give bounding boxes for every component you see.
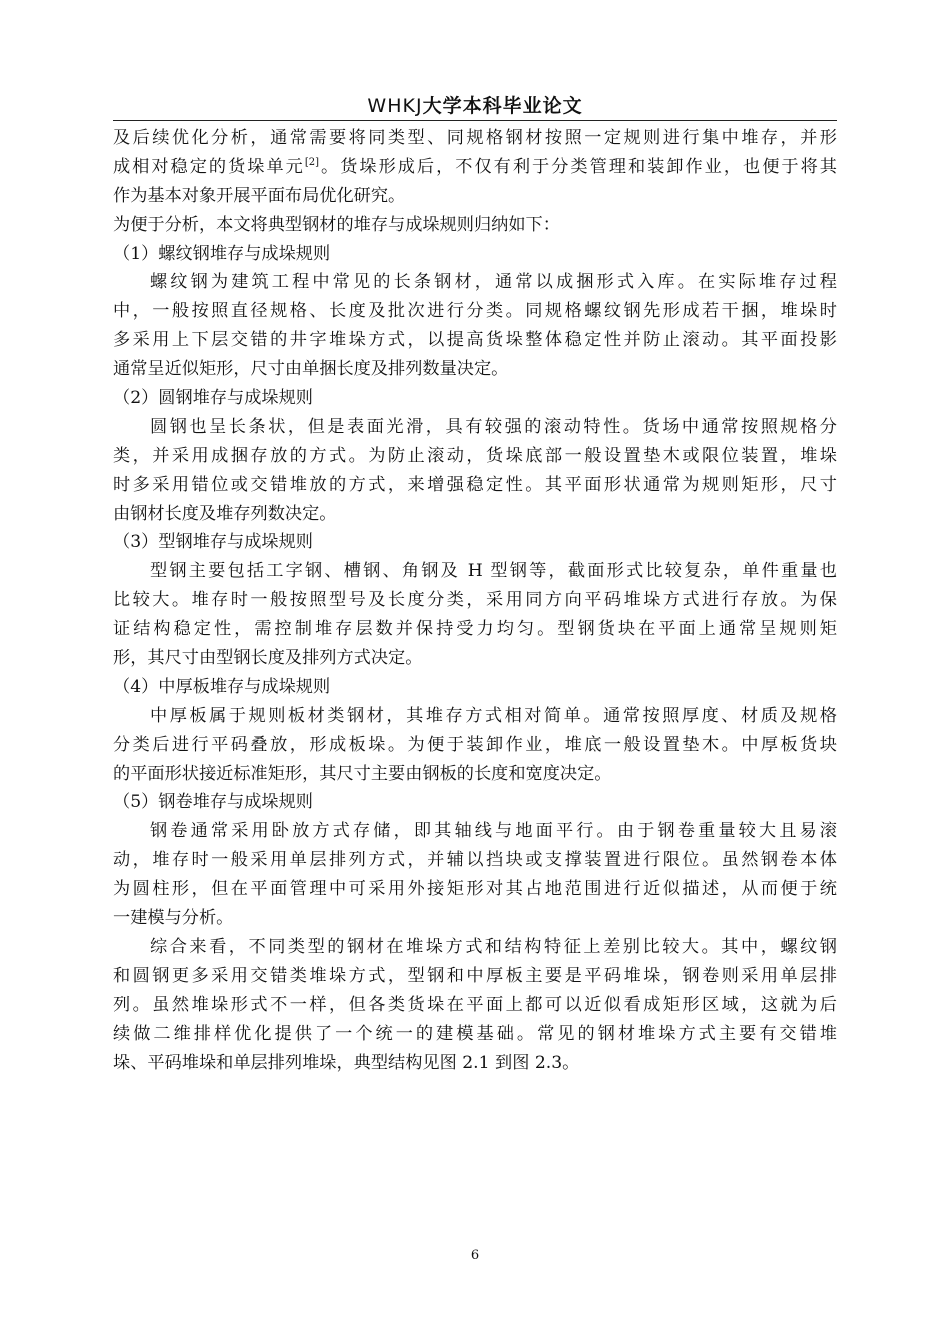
text-fragment: 。货垛形成后，不仅有利于分类管理和装卸作业，也便于将其 bbox=[319, 156, 837, 177]
section-heading: （2）圆钢堆存与成垛规则 bbox=[113, 388, 313, 409]
header-latin-text: WHKJ bbox=[367, 95, 423, 117]
header-title-text: 大学本科毕业论文 bbox=[422, 95, 583, 117]
text-line: 通常呈近似矩形，尺寸由单捆长度及排列数量决定。 bbox=[113, 359, 509, 380]
text-line: 和圆钢更多采用交错类堆垛方式，型钢和中厚板主要是平码堆垛，钢卷则采用单层排 bbox=[113, 965, 837, 986]
text-line: 多采用上下层交错的井字堆垛方式，以提高货垛整体稳定性并防止滚动。其平面投影 bbox=[113, 330, 837, 351]
text-line: 比较大。堆存时一般按照型号及长度分类，采用同方向平码堆垛方式进行存放。为保 bbox=[113, 590, 837, 611]
text-line: 的平面形状接近标准矩形，其尺寸主要由钢板的长度和宽度决定。 bbox=[113, 763, 612, 784]
text-line: 为圆柱形，但在平面管理中可采用外接矩形对其占地范围进行近似描述，从而便于统 bbox=[113, 879, 837, 900]
text-line: 分类后进行平码叠放，形成板垛。为便于装卸作业，堆底一般设置垫木。中厚板货块 bbox=[113, 734, 837, 755]
text-line: 中，一般按照直径规格、长度及批次进行分类。同规格螺纹钢先形成若干捆，堆垛时 bbox=[113, 301, 837, 322]
text-line: 钢卷通常采用卧放方式存储，即其轴线与地面平行。由于钢卷重量较大且易滚 bbox=[150, 821, 837, 842]
text-line: 续做二维排样优化提供了一个统一的建模基础。常见的钢材堆垛方式主要有交错堆 bbox=[113, 1023, 837, 1044]
section-heading: （5）钢卷堆存与成垛规则 bbox=[113, 792, 313, 813]
text-line: 作为基本对象开展平面布局优化研究。 bbox=[113, 185, 406, 206]
text-line: 形，其尺寸由型钢长度及排列方式决定。 bbox=[113, 648, 423, 669]
text-line: 螺纹钢为建筑工程中常见的长条钢材，通常以成捆形式入库。在实际堆存过程 bbox=[150, 272, 837, 293]
text-line-with-citation bbox=[113, 153, 837, 182]
text-line: 圆钢也呈长条状，但是表面光滑，具有较强的滚动特性。货场中通常按照规格分 bbox=[150, 416, 837, 437]
text-line: 动，堆存时一般采用单层排列方式，并辅以挡块或支撑装置进行限位。虽然钢卷本体 bbox=[113, 850, 837, 871]
section-heading: （4）中厚板堆存与成垛规则 bbox=[113, 676, 331, 697]
text-line: 垛、平码堆垛和单层排列堆垛，典型结构见图 2.1 到图 2.3。 bbox=[113, 1052, 580, 1073]
body-text bbox=[113, 124, 837, 1077]
text-line: 型钢主要包括工字钢、槽钢、角钢及 H 型钢等，截面形式比较复杂，单件重量也 bbox=[150, 561, 837, 582]
section-heading: （1）螺纹钢堆存与成垛规则 bbox=[113, 243, 331, 264]
text-line: 类，并采用成捆存放的方式。为防止滚动，货垛底部一般设置垫木或限位装置，堆垛 bbox=[113, 445, 837, 466]
text-line: 综合来看，不同类型的钢材在堆垛方式和结构特征上差别比较大。其中，螺纹钢 bbox=[150, 936, 837, 957]
text-line: 及后续优化分析，通常需要将同类型、同规格钢材按照一定规则进行集中堆存，并形 bbox=[113, 128, 837, 148]
text-fragment: 成相对稳定的货垛单元 bbox=[113, 156, 305, 177]
text-line: 为便于分析，本文将典型钢材的堆存与成垛规则归纳如下： bbox=[113, 214, 560, 235]
section-heading: （3）型钢堆存与成垛规则 bbox=[113, 532, 313, 553]
text-line: 列。虽然堆垛形式不一样，但各类货垛在平面上都可以近似看成矩形区域，这就为后 bbox=[113, 994, 837, 1015]
text-line: 一建模与分析。 bbox=[113, 908, 234, 929]
text-line: 证结构稳定性，需控制堆存层数并保持受力均匀。型钢货块在平面上通常呈规则矩 bbox=[113, 619, 837, 640]
text-line: 由钢材长度及堆存列数决定。 bbox=[113, 503, 337, 524]
text-line: 中厚板属于规则板材类钢材，其堆存方式相对简单。通常按照厚度、材质及规格 bbox=[150, 705, 837, 726]
citation-ref: [2] bbox=[304, 156, 320, 168]
text-line: 时多采用错位或交错堆放的方式，来增强稳定性。其平面形状通常为规则矩形，尺寸 bbox=[113, 474, 837, 495]
page-number: 6 bbox=[470, 1248, 480, 1263]
running-header bbox=[113, 92, 837, 121]
